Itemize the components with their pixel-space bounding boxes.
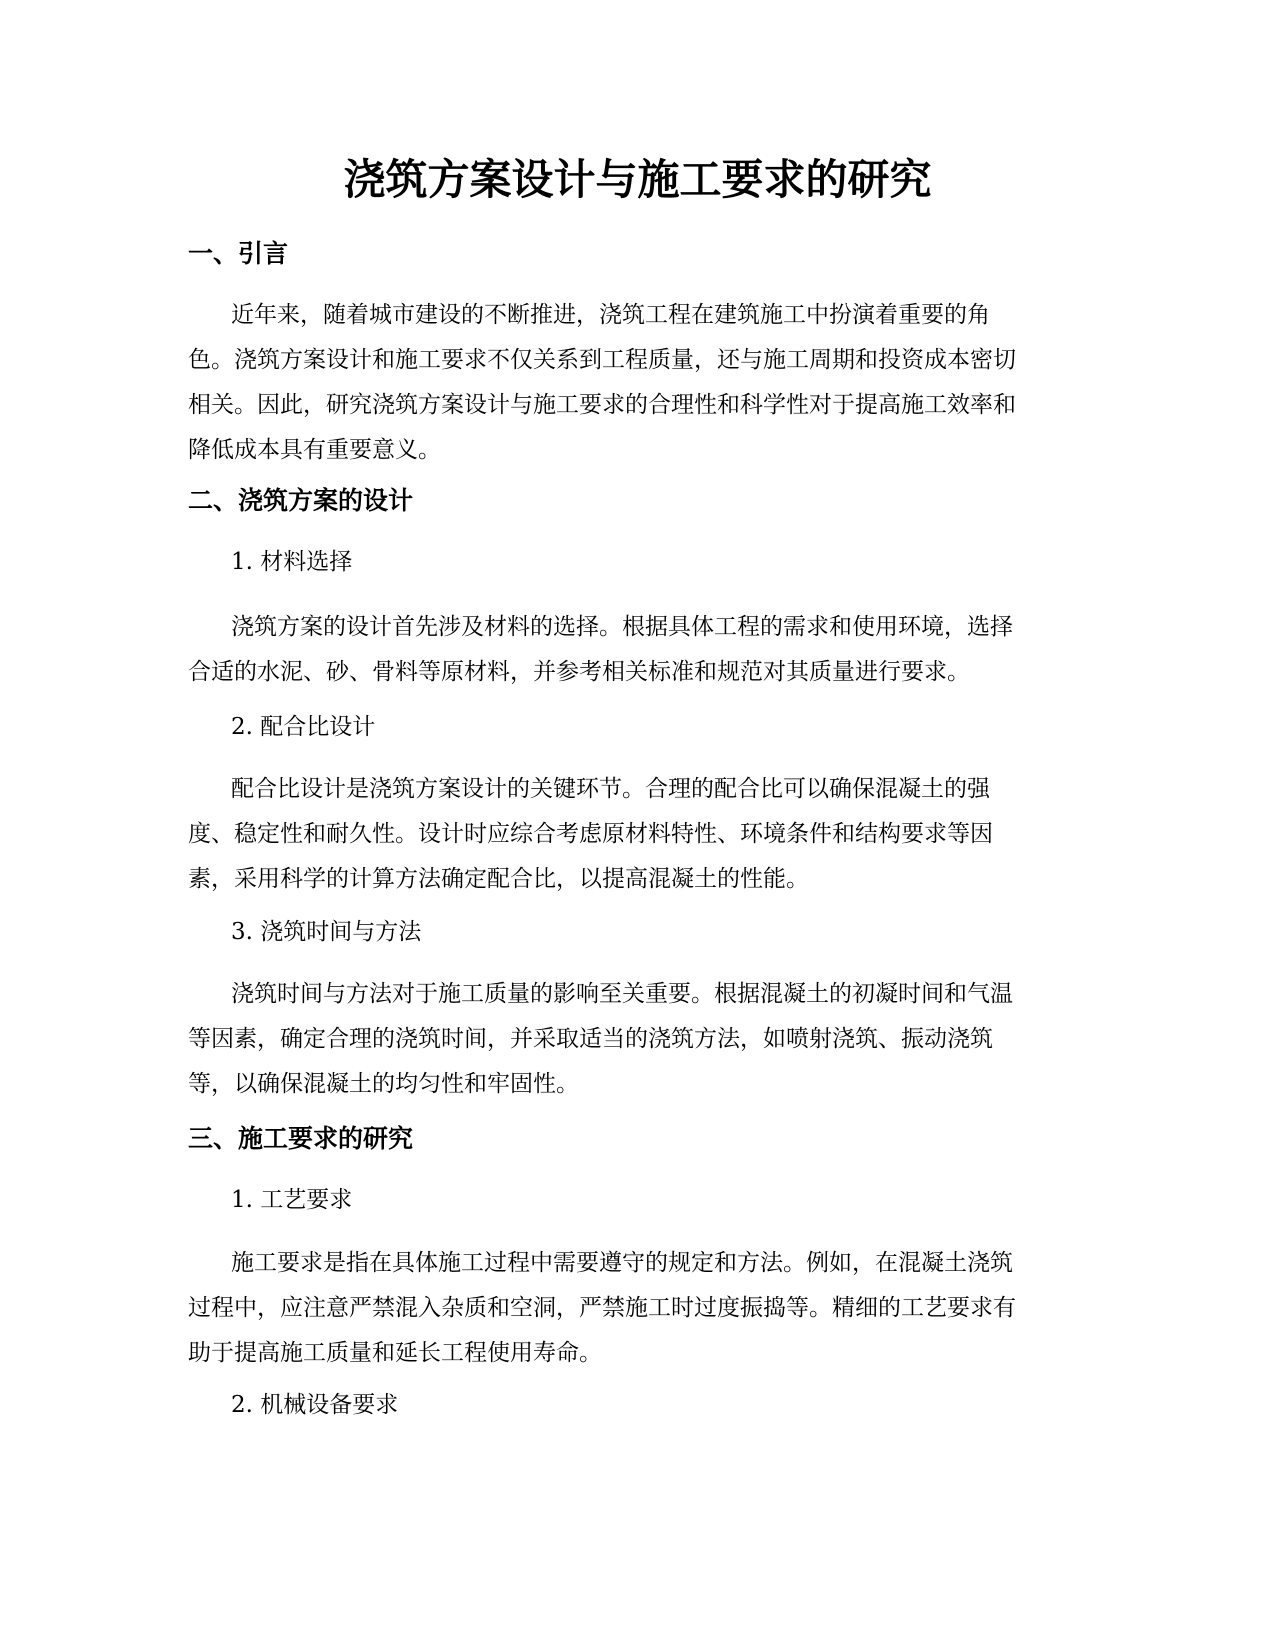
paragraph-line: 相关。因此，研究浇筑方案设计与施工要求的合理性和科学性对于提高施工效率和 xyxy=(188,392,1016,418)
subsection-title-material: 1. 材料选择 xyxy=(231,549,353,575)
section-heading-introduction: 一、引言 xyxy=(188,239,289,268)
paragraph-line: 合适的水泥、砂、骨料等原材料，并参考相关标准和规范对其质量进行要求。 xyxy=(188,659,970,685)
paragraph-line: 配合比设计是浇筑方案设计的关键环节。合理的配合比可以确保混凝土的强 xyxy=(231,776,990,802)
paragraph-material xyxy=(188,609,1088,699)
paragraph-line: 施工要求是指在具体施工过程中需要遵守的规定和方法。例如，在混凝土浇筑 xyxy=(231,1250,1013,1276)
paragraph-line: 素，采用科学的计算方法确定配合比，以提高混凝土的性能。 xyxy=(188,866,809,892)
subsection-title-equipment: 2. 机械设备要求 xyxy=(231,1392,399,1418)
paragraph-line: 过程中，应注意严禁混入杂质和空洞，严禁施工时过度振捣等。精细的工艺要求有 xyxy=(188,1295,1016,1321)
paragraph-line: 浇筑方案的设计首先涉及材料的选择。根据具体工程的需求和使用环境，选择 xyxy=(231,614,1013,640)
paragraph-mix-ratio xyxy=(188,771,1088,906)
subsection-title-pour-time: 3. 浇筑时间与方法 xyxy=(231,919,422,945)
paragraph-introduction xyxy=(188,297,1088,477)
paragraph-line: 等，以确保混凝土的均匀性和牢固性。 xyxy=(188,1071,579,1097)
paragraph-pour-time xyxy=(188,976,1088,1111)
paragraph-line: 助于提高施工质量和延长工程使用寿命。 xyxy=(188,1340,602,1366)
paragraph-line: 近年来，随着城市建设的不断推进，浇筑工程在建筑施工中扮演着重要的角 xyxy=(231,302,990,328)
paragraph-line: 浇筑时间与方法对于施工质量的影响至关重要。根据混凝土的初凝时间和气温 xyxy=(231,981,1013,1007)
paragraph-line: 等因素，确定合理的浇筑时间，并采取适当的浇筑方法，如喷射浇筑、振动浇筑 xyxy=(188,1026,993,1052)
subsection-title-process: 1. 工艺要求 xyxy=(231,1187,353,1213)
paragraph-line: 色。浇筑方案设计和施工要求不仅关系到工程质量，还与施工周期和投资成本密切 xyxy=(188,347,1016,373)
paragraph-line: 降低成本具有重要意义。 xyxy=(188,437,441,463)
paragraph-line: 度、稳定性和耐久性。设计时应综合考虑原材料特性、环境条件和结构要求等因 xyxy=(188,821,993,847)
section-heading-design: 二、浇筑方案的设计 xyxy=(188,486,414,515)
subsection-title-mix-ratio: 2. 配合比设计 xyxy=(231,714,376,740)
section-heading-construction-requirements: 三、施工要求的研究 xyxy=(188,1124,414,1153)
document-title: 浇筑方案设计与施工要求的研究 xyxy=(343,155,932,204)
paragraph-process xyxy=(188,1245,1088,1380)
